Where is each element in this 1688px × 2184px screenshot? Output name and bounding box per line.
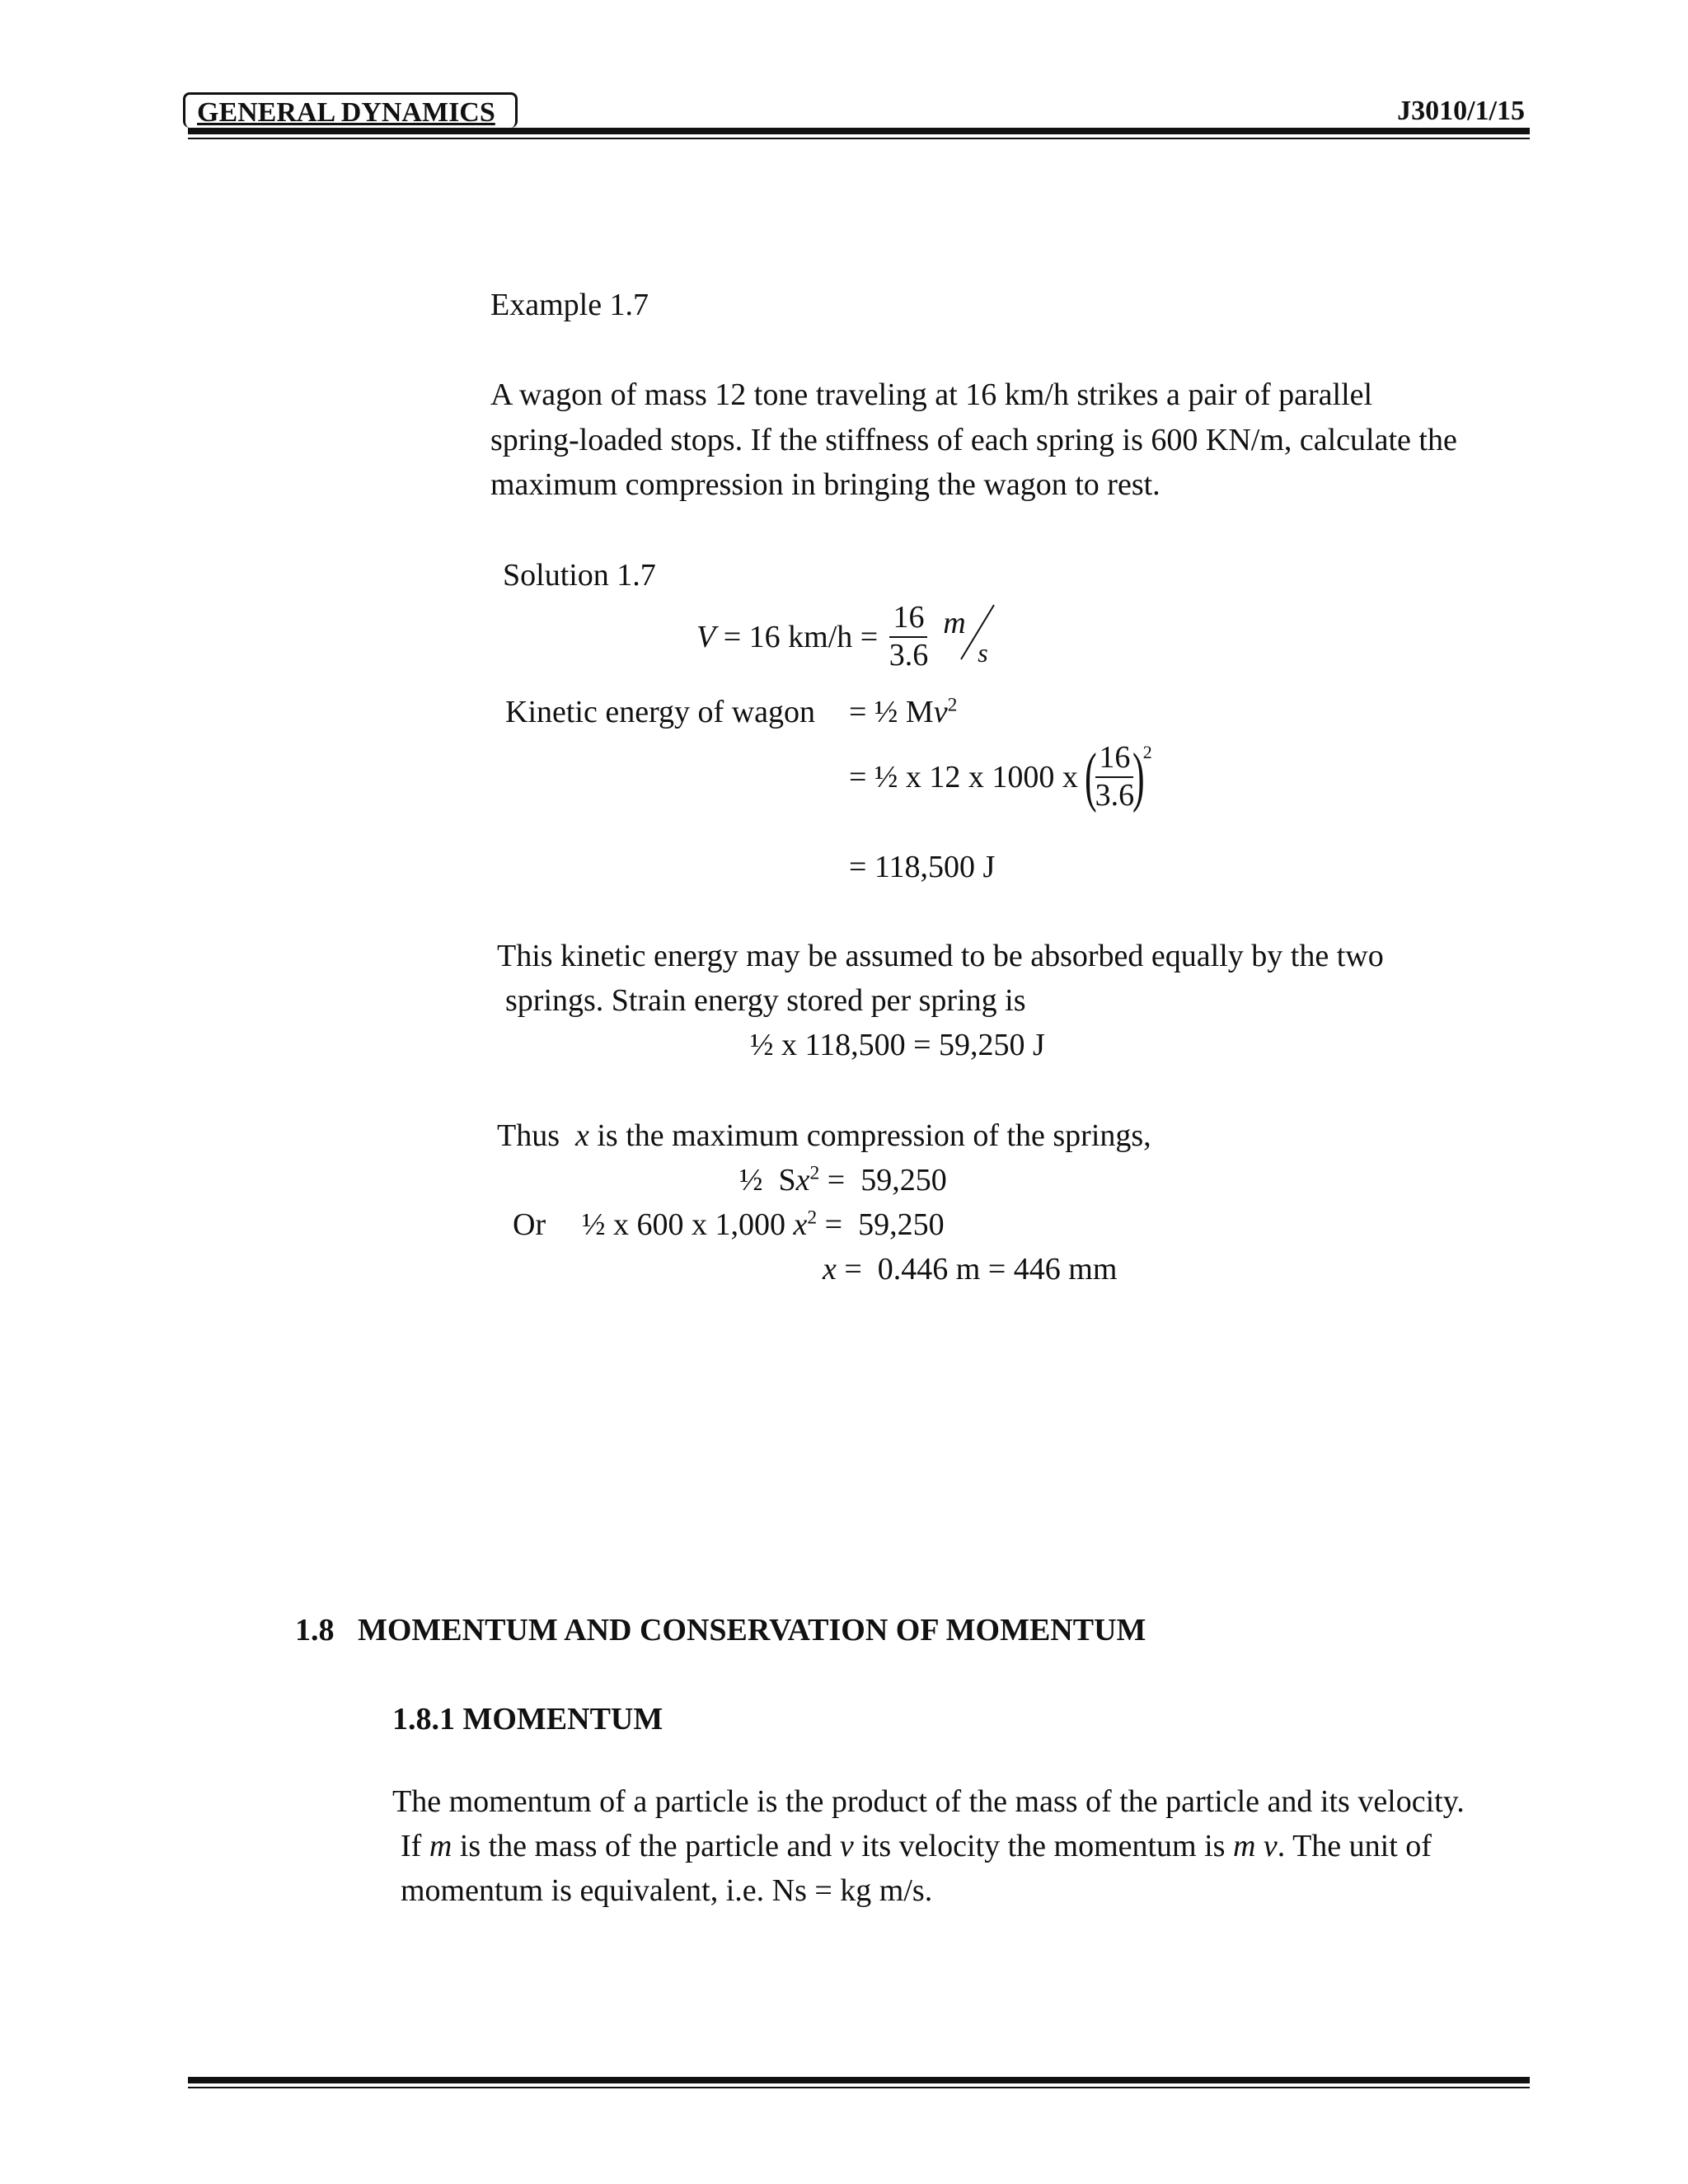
eq1-var: x [795,1163,810,1197]
velocity-equation [696,600,1001,674]
eq1-rhs: = 59,250 [819,1163,947,1197]
p2-v: v [839,1829,854,1863]
eq1-exp: 2 [809,1162,820,1184]
ke-step [849,742,1152,813]
p2-d: . The unit of [1277,1829,1432,1863]
velocity-var: V [696,620,716,654]
momentum-line-2 [401,1828,1432,1864]
problem-line-1: A wagon of mass 12 tone traveling at 16 km/h strikes a pair of parallel [490,377,1373,412]
velocity-unit [943,600,1001,674]
absorb-line-2: springs. Strain energy stored per spring is [505,983,1026,1018]
thus-var: x [575,1118,589,1153]
ke-result: = 118,500 J [849,850,996,884]
footer-rule-thin [188,2087,1530,2088]
compression-eq-2 [582,1207,945,1243]
thus-line [497,1118,1151,1154]
ke-step-den: 3.6 [1095,777,1135,813]
velocity-lhs: = 16 km/h = [715,620,886,654]
problem-line-2: spring-loaded stops. If the stiffness of each spring is 600 KN/m, calculate the [490,423,1457,457]
header-title: GENERAL DYNAMICS [183,92,518,128]
eq2-prefix: ½ x 600 x 1,000 [582,1207,794,1242]
ke-var: v [933,695,948,729]
problem-line-3: maximum compression in bringing the wagon to rest. [490,467,1160,502]
page-code: J3010/1/15 [1397,96,1525,126]
absorb-line-1: This kinetic energy may be assumed to be absorbed equally by the two [497,939,1384,973]
or-label: Or [513,1207,546,1242]
p2-c: its velocity the momentum is [853,1829,1233,1863]
left-paren-icon: ( [1084,740,1097,813]
eq2-exp: 2 [807,1207,818,1229]
eq2-var: x [793,1207,808,1242]
eq2-rhs: = 59,250 [817,1207,945,1242]
ke-step-exp: 2 [1142,742,1152,762]
header-rule-thin [188,138,1530,139]
velocity-num: 16 [889,602,927,638]
p2-a: If [401,1829,429,1863]
example-title: Example 1.7 [490,288,649,322]
right-paren-icon: ) [1132,740,1145,813]
header-rule-thick [188,128,1530,134]
strain-equation: ½ x 118,500 = 59,250 J [750,1028,1045,1062]
eq3-var: x [823,1252,837,1286]
velocity-den: 3.6 [889,638,929,673]
p2-mv: m v [1232,1829,1278,1863]
thus-rest: is the maximum compression of the springs, [588,1118,1151,1153]
unit-m: m [943,606,966,640]
ke-exp: 2 [947,694,958,716]
section-heading: 1.8 MOMENTUM AND CONSERVATION OF MOMENTUM [295,1613,1146,1647]
momentum-line-1: The momentum of a particle is the product of the mass of the particle and its velocity. [392,1784,1465,1819]
subsection-heading: 1.8.1 MOMENTUM [392,1702,663,1736]
ke-label: Kinetic energy of wagon [505,695,816,729]
velocity-fraction [886,602,932,673]
p2-b: is the mass of the particle and [452,1829,840,1863]
eq3-rhs: = 0.446 m = 446 mm [836,1252,1118,1286]
ke-formula [849,694,957,730]
compression-result [823,1251,1117,1287]
eq1-prefix: ½ S [739,1163,796,1197]
ke-step-num: 16 [1095,742,1133,778]
unit-s: s [978,638,988,668]
ke-step-prefix: = ½ x 12 x 1000 x [849,759,1078,794]
unit-slash-icon [943,600,1001,674]
ke-step-fraction [1092,742,1138,813]
compression-eq-1 [739,1162,947,1198]
momentum-line-3: momentum is equivalent, i.e. Ns = kg m/s. [401,1873,933,1908]
footer-rule-thick [188,2077,1530,2083]
ke-prefix: = ½ M [849,695,934,729]
solution-title: Solution 1.7 [503,558,656,593]
p2-m: m [429,1829,452,1863]
thus-prefix: Thus [497,1118,560,1153]
